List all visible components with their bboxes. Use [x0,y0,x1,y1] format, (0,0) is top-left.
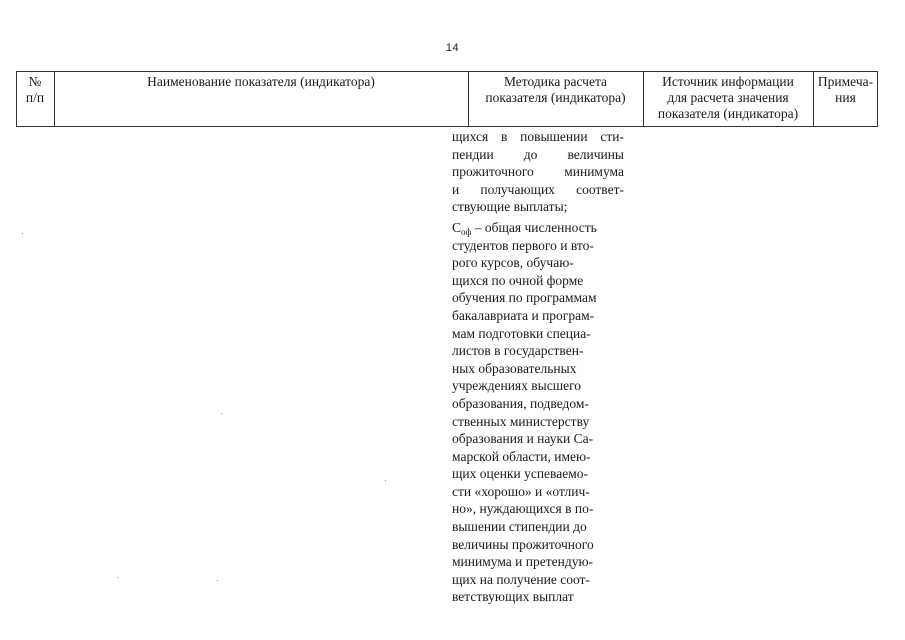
text-line: но», нуждающихся в по- [452,501,594,517]
method-paragraph-2-lines [452,237,624,606]
text-line: рого курсов, обучаю- [452,255,574,271]
indicator-table [16,71,878,127]
text-line: пендии до величины [452,146,624,162]
page-number: 14 [445,42,460,54]
header-source-line-2: для расчета значения [667,90,789,105]
text-line: щих оценки успеваемо- [452,466,589,482]
header-note-line-2: ния [835,90,856,105]
header-calculation-method [468,72,643,126]
method-paragraph-2 [452,219,624,606]
scan-speck [117,577,118,578]
column-divider [16,72,17,126]
text-line: ственных министерству [452,413,590,429]
text-line: и получающих соответ- [452,181,624,197]
text-line: бакалавриата и програм- [452,307,595,323]
scan-speck [221,413,222,414]
table-header-row [16,71,878,127]
text-line: студентов первого и вто- [452,237,594,253]
header-information-source [643,72,813,126]
header-number [16,72,54,126]
header-number-line-2: п/п [25,90,45,105]
column-divider [643,72,644,126]
column-divider [54,72,55,126]
variable-definition-start: – общая численность [471,219,597,235]
text-line: щих на получение соот- [452,571,590,587]
text-line: величины прожиточного [452,536,594,552]
text-line: щихся по очной форме [452,272,584,288]
text-line: листов в государствен- [452,343,584,359]
text-line: ных образовательных [452,360,577,376]
header-name-line-1: Наименование показателя (индикатора) [147,74,375,89]
header-number-line-1: № [28,74,42,89]
column-divider [877,72,878,126]
text-line: щихся в повышении сти- [452,129,624,144]
text-line: мам подготовки специа- [452,325,591,341]
text-line [452,219,624,237]
text-line: образования, подведом- [452,395,589,411]
method-column-body [452,128,624,609]
method-paragraph-1 [452,128,624,216]
variable-symbol: С [452,219,462,235]
column-divider [468,72,469,126]
scan-speck [217,580,218,581]
text-line: учреждениях высшего [452,378,582,394]
scan-speck [385,480,386,481]
header-note-line-1: Примеча- [817,74,874,89]
column-divider [813,72,814,126]
header-method-line-1: Методика расчета [503,74,608,89]
text-line: ствующие выплаты; [452,199,568,215]
header-source-line-1: Источник информации [662,74,794,89]
text-line: образования и науки Са- [452,431,594,447]
text-line: сти «хорошо» и «отлич- [452,483,590,499]
scan-speck [22,233,23,234]
text-line: прожиточного минимума [452,164,624,180]
header-method-line-2: показателя (индикатора) [485,90,626,105]
text-line: минимума и претендую- [452,554,594,570]
header-notes [813,72,878,126]
text-line: марской области, имею- [452,448,591,464]
text-line: обучения по программам [452,290,597,306]
header-source-line-3: показателя (индикатора) [657,106,799,121]
header-indicator-name [54,72,468,126]
variable-subscript: оф [461,226,472,237]
text-line: вышении стипендии до [452,519,587,535]
text-line: ветствующих выплат [452,589,574,605]
